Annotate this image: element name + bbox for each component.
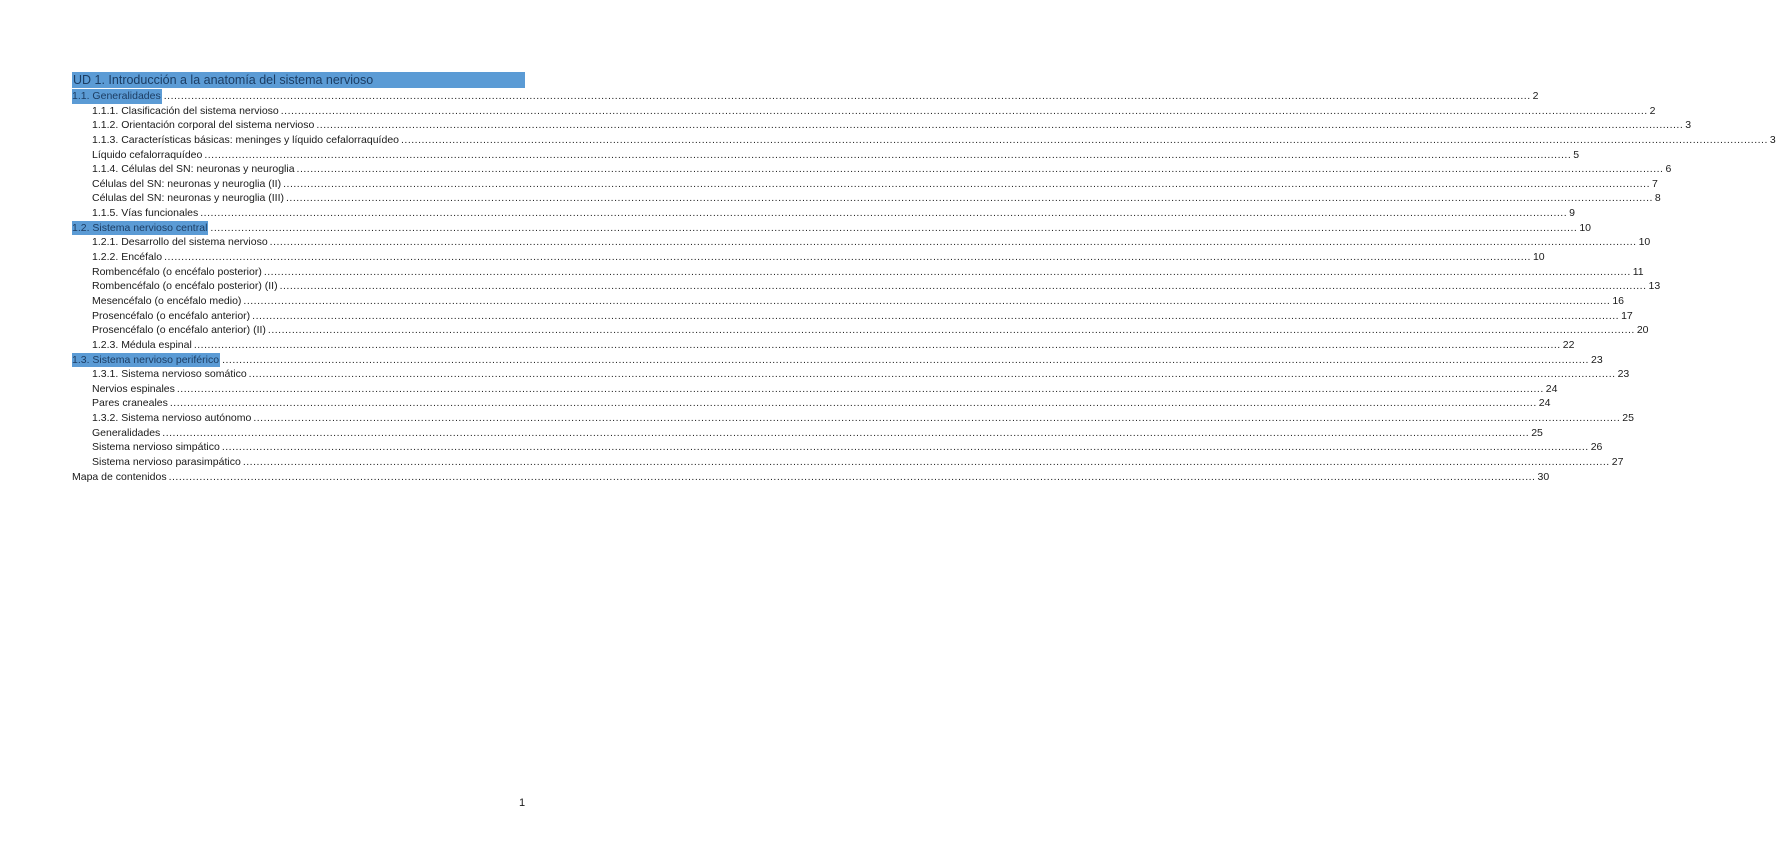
toc-entry[interactable]	[92, 294, 1625, 309]
toc-entry[interactable]	[92, 265, 1644, 280]
toc-entry-page: 7	[1652, 177, 1658, 190]
toc-leader-dots: ................................................................................................................................................................................................................................................................................................................................................................................................................	[169, 397, 1537, 410]
toc-leader-dots: ................................................................................................................................................................................................................................................................................................................................................................................................................	[243, 294, 1611, 307]
toc-leader-dots: ................................................................................................................................................................................................................................................................................................................................................................................................................	[280, 104, 1648, 117]
toc-leader-dots: ................................................................................................................................................................................................................................................................................................................................................................................................................	[168, 470, 1536, 483]
toc-entry[interactable]	[72, 89, 1539, 104]
toc-entry-label: Sistema nervioso parasimpático	[92, 456, 241, 469]
toc-leader-dots: ................................................................................................................................................................................................................................................................................................................................................................................................................	[286, 192, 1653, 205]
toc-entry-label: 1.1.4. Células del SN: neuronas y neuroglia	[92, 163, 295, 176]
toc-leader-dots: ................................................................................................................................................................................................................................................................................................................................................................................................................	[279, 280, 1647, 293]
toc-leader-dots: ................................................................................................................................................................................................................................................................................................................................................................................................................	[221, 441, 1589, 454]
toc-entry[interactable]	[92, 279, 1661, 294]
toc-entry-page: 5	[1573, 148, 1580, 161]
toc-entry-page: 30	[1537, 470, 1550, 483]
toc-leader-dots: ................................................................................................................................................................................................................................................................................................................................................................................................................	[200, 207, 1568, 220]
toc-entry-label: 1.1.1. Clasificación del sistema nervioso	[92, 104, 279, 117]
toc-entry-label: 1.3. Sistema nervioso periférico	[72, 353, 220, 366]
toc-entry-label: Células del SN: neuronas y neuroglia (II)	[92, 177, 282, 190]
toc-entry-page: 26	[1590, 441, 1603, 454]
toc-entry[interactable]	[92, 309, 1633, 324]
toc-entry-label: 1.2. Sistema nervioso central	[72, 221, 208, 234]
toc-leader-dots: ................................................................................................................................................................................................................................................................................................................................................................................................................	[267, 324, 1635, 337]
toc-leader-dots: ................................................................................................................................................................................................................................................................................................................................................................................................................	[193, 338, 1561, 351]
toc-leader-dots: ................................................................................................................................................................................................................................................................................................................................................................................................................	[164, 251, 1531, 264]
toc-entry-page: 3	[1769, 133, 1776, 146]
toc-entry-page: 6	[1665, 163, 1672, 176]
toc-entry-page: 2	[1649, 104, 1656, 117]
toc-entry-page: 23	[1590, 353, 1603, 366]
toc-leader-dots: ................................................................................................................................................................................................................................................................................................................................................................................................................	[163, 90, 1531, 102]
toc-leader-dots: ................................................................................................................................................................................................................................................................................................................................................................................................................	[204, 148, 1572, 161]
toc-entry-label: Prosencéfalo (o encéfalo anterior)	[92, 309, 251, 322]
toc-entry-label: 1.2.1. Desarrollo del sistema nervioso	[92, 236, 268, 249]
toc-entry[interactable]	[92, 133, 1776, 148]
toc-entry[interactable]	[72, 470, 1550, 485]
toc-entry-page: 10	[1579, 221, 1591, 234]
toc-entry-page: 17	[1621, 309, 1633, 322]
toc-entry-label: Nervios espinales	[92, 382, 175, 395]
toc-entry[interactable]	[92, 162, 1672, 177]
toc-leader-dots: ................................................................................................................................................................................................................................................................................................................................................................................................................	[269, 236, 1637, 249]
toc-entry-label: 1.1. Generalidades	[72, 90, 161, 102]
toc-entry-page: 20	[1636, 324, 1649, 337]
toc-entry-page: 9	[1569, 207, 1575, 220]
toc-entry[interactable]	[92, 177, 1658, 192]
toc-entry[interactable]	[92, 396, 1551, 411]
toc-entry-label: Células del SN: neuronas y neuroglia (III)	[92, 192, 285, 205]
toc-entry-page: 10	[1532, 251, 1545, 264]
toc-entry[interactable]	[92, 235, 1651, 250]
toc-leader-dots: ................................................................................................................................................................................................................................................................................................................................................................................................................	[222, 353, 1589, 366]
toc-entry-label: Líquido cefalorraquídeo	[92, 148, 203, 161]
toc-entry[interactable]	[92, 323, 1649, 338]
toc-entry-label: Sistema nervioso simpático	[92, 441, 220, 454]
toc-leader-dots: ................................................................................................................................................................................................................................................................................................................................................................................................................	[248, 368, 1616, 381]
toc-entry-label: 1.1.2. Orientación corporal del sistema nervioso	[92, 119, 315, 132]
toc-entry[interactable]	[72, 353, 1603, 368]
toc-entry-label: 1.3.1. Sistema nervioso somático	[92, 368, 247, 381]
toc-entry-page: 2	[1532, 90, 1539, 102]
toc-entry-page: 24	[1545, 382, 1558, 395]
toc-entry[interactable]	[92, 250, 1545, 265]
toc-leader-dots: ................................................................................................................................................................................................................................................................................................................................................................................................................	[283, 177, 1651, 190]
toc-title: UD 1. Introducción a la anatomía del sistema nervioso	[72, 72, 525, 88]
toc-leader-dots: ................................................................................................................................................................................................................................................................................................................................................................................................................	[253, 412, 1621, 425]
toc-entry-page: 23	[1617, 368, 1630, 381]
page-number: 1	[519, 797, 526, 809]
toc-entry-page: 25	[1531, 426, 1543, 439]
toc-entry-label: Prosencéfalo (o encéfalo anterior) (II)	[92, 324, 266, 337]
toc-entry-label: Rombencéfalo (o encéfalo posterior) (II)	[92, 280, 278, 293]
toc-entry-label: 1.1.5. Vías funcionales	[92, 207, 199, 220]
toc-leader-dots: ................................................................................................................................................................................................................................................................................................................................................................................................................	[401, 133, 1768, 146]
toc-entry[interactable]	[92, 440, 1603, 455]
toc-leader-dots: ................................................................................................................................................................................................................................................................................................................................................................................................................	[263, 265, 1631, 278]
toc-leader-dots: ................................................................................................................................................................................................................................................................................................................................................................................................................	[242, 456, 1610, 469]
toc-entry-label: 1.2.2. Encéfalo	[92, 251, 163, 264]
toc-entry[interactable]	[92, 191, 1661, 206]
toc-entry[interactable]	[92, 455, 1624, 470]
toc-entry-page: 25	[1622, 412, 1634, 425]
toc-leader-dots: ................................................................................................................................................................................................................................................................................................................................................................................................................	[252, 309, 1620, 322]
toc-entry-page: 8	[1654, 192, 1661, 205]
toc-entry[interactable]	[92, 382, 1558, 397]
toc-entry-page: 3	[1685, 119, 1692, 132]
toc-entry-page: 13	[1648, 280, 1661, 293]
toc-entry-page: 16	[1612, 294, 1625, 307]
toc-entry[interactable]	[92, 206, 1575, 221]
toc-entry-label: Pares craneales	[92, 397, 168, 410]
toc-entry[interactable]	[92, 411, 1634, 426]
toc-leader-dots: ................................................................................................................................................................................................................................................................................................................................................................................................................	[176, 382, 1544, 395]
toc-entry-label: Mapa de contenidos	[72, 470, 167, 483]
toc-leader-dots: ................................................................................................................................................................................................................................................................................................................................................................................................................	[316, 119, 1684, 132]
toc-entry-label: Generalidades	[92, 426, 161, 439]
table-of-contents	[0, 89, 1776, 484]
toc-entry-label: 1.2.3. Médula espinal	[92, 338, 192, 351]
toc-entry-page: 27	[1611, 456, 1624, 469]
toc-entry-label: 1.1.3. Características básicas: meninges y líquido cefalorraquídeo	[92, 133, 399, 146]
toc-entry-page: 22	[1562, 338, 1575, 351]
toc-entry-label: 1.3.2. Sistema nervioso autónomo	[92, 412, 252, 425]
toc-entry[interactable]	[92, 338, 1575, 353]
toc-entry[interactable]	[92, 148, 1580, 163]
toc-entry[interactable]	[92, 367, 1630, 382]
toc-leader-dots: ................................................................................................................................................................................................................................................................................................................................................................................................................	[162, 426, 1530, 439]
toc-entry-label: Mesencéfalo (o encéfalo medio)	[92, 294, 242, 307]
toc-entry-page: 24	[1538, 397, 1551, 410]
toc-entry[interactable]	[92, 104, 1656, 119]
toc-entry-label: Rombencéfalo (o encéfalo posterior)	[92, 265, 262, 278]
toc-entry[interactable]	[92, 118, 1692, 133]
toc-entry[interactable]	[72, 221, 1591, 236]
toc-leader-dots: ................................................................................................................................................................................................................................................................................................................................................................................................................	[296, 163, 1664, 176]
toc-leader-dots: ................................................................................................................................................................................................................................................................................................................................................................................................................	[210, 221, 1578, 234]
toc-entry-page: 10	[1638, 236, 1651, 249]
toc-entry-page: 11	[1632, 265, 1644, 278]
toc-entry[interactable]	[92, 426, 1543, 441]
